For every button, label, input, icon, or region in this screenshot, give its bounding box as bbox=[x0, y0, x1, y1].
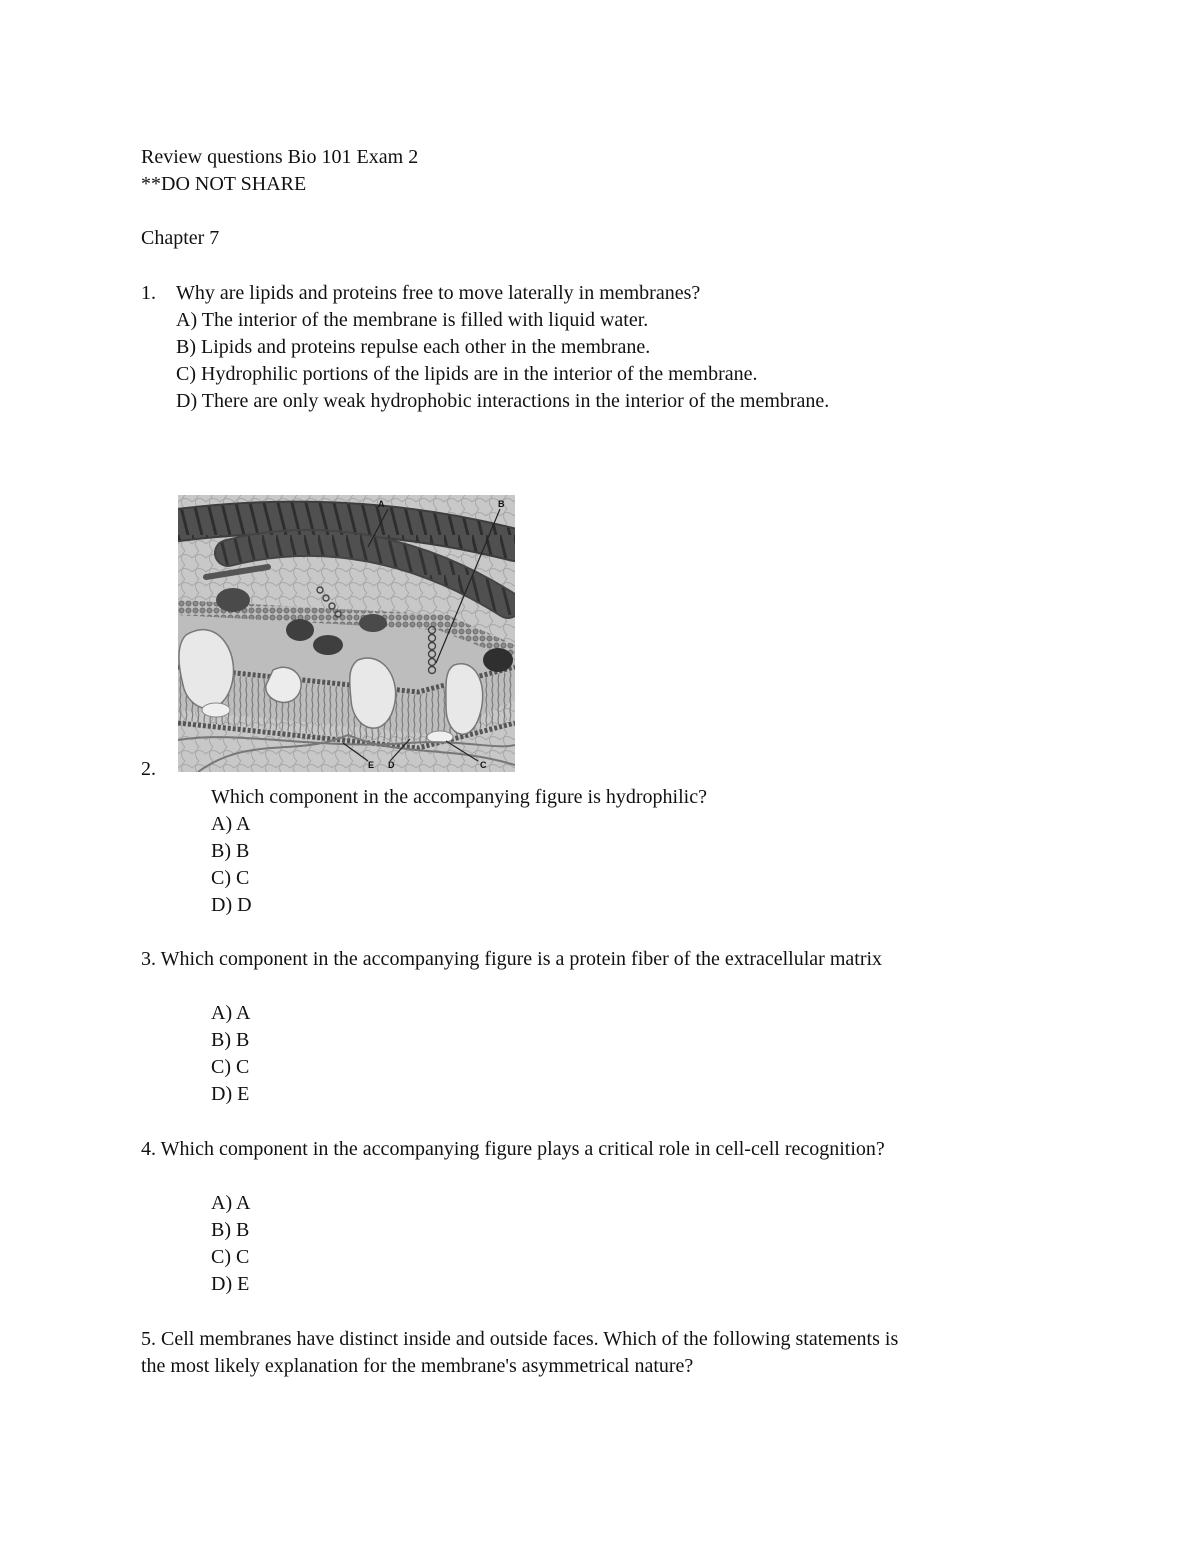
figure-label-e: E bbox=[368, 760, 375, 770]
chapter-heading: Chapter 7 bbox=[141, 227, 220, 249]
membrane-figure bbox=[178, 495, 515, 772]
membrane-illustration bbox=[178, 495, 515, 772]
question-text: Which component in the accompanying figure is hydrophilic? bbox=[211, 786, 707, 808]
question-number: 1. bbox=[141, 282, 156, 304]
question-number: 2. bbox=[141, 758, 156, 780]
figure-label-c: C bbox=[480, 760, 487, 770]
question-text: 4. Which component in the accompanying figure plays a critical role in cell-cell recognition? bbox=[141, 1138, 885, 1160]
answer-option: B) B bbox=[211, 1029, 250, 1051]
question-text: 3. Which component in the accompanying figure is a protein fiber of the extracellular matrix bbox=[141, 948, 883, 970]
figure-label-b: B bbox=[498, 499, 505, 509]
answer-option: C) Hydrophilic portions of the lipids are in the interior of the membrane. bbox=[176, 363, 758, 385]
figure-label-d: D bbox=[388, 760, 395, 770]
answer-option: C) C bbox=[211, 1246, 250, 1268]
answer-option: D) E bbox=[211, 1273, 250, 1295]
answer-option: B) B bbox=[211, 840, 250, 862]
answer-option: A) A bbox=[211, 1002, 251, 1024]
question-text-continued: the most likely explanation for the membrane's asymmetrical nature? bbox=[141, 1355, 694, 1377]
answer-option: A) A bbox=[211, 1192, 251, 1214]
answer-option: A) A bbox=[211, 813, 251, 835]
answer-option: B) B bbox=[211, 1219, 250, 1241]
answer-option: D) D bbox=[211, 894, 252, 916]
answer-option: B) Lipids and proteins repulse each other in the membrane. bbox=[176, 336, 651, 358]
answer-option: D) There are only weak hydrophobic interactions in the interior of the membrane. bbox=[176, 390, 830, 412]
answer-option: C) C bbox=[211, 1056, 250, 1078]
document-title: Review questions Bio 101 Exam 2 bbox=[141, 146, 419, 168]
figure-label-a: A bbox=[378, 499, 385, 509]
question-text: Why are lipids and proteins free to move laterally in membranes? bbox=[176, 282, 701, 304]
question-text: 5. Cell membranes have distinct inside and outside faces. Which of the following statements is bbox=[141, 1328, 899, 1350]
share-notice: **DO NOT SHARE bbox=[141, 173, 307, 195]
answer-option: D) E bbox=[211, 1083, 250, 1105]
answer-option: A) The interior of the membrane is filled with liquid water. bbox=[176, 309, 649, 331]
answer-option: C) C bbox=[211, 867, 250, 889]
